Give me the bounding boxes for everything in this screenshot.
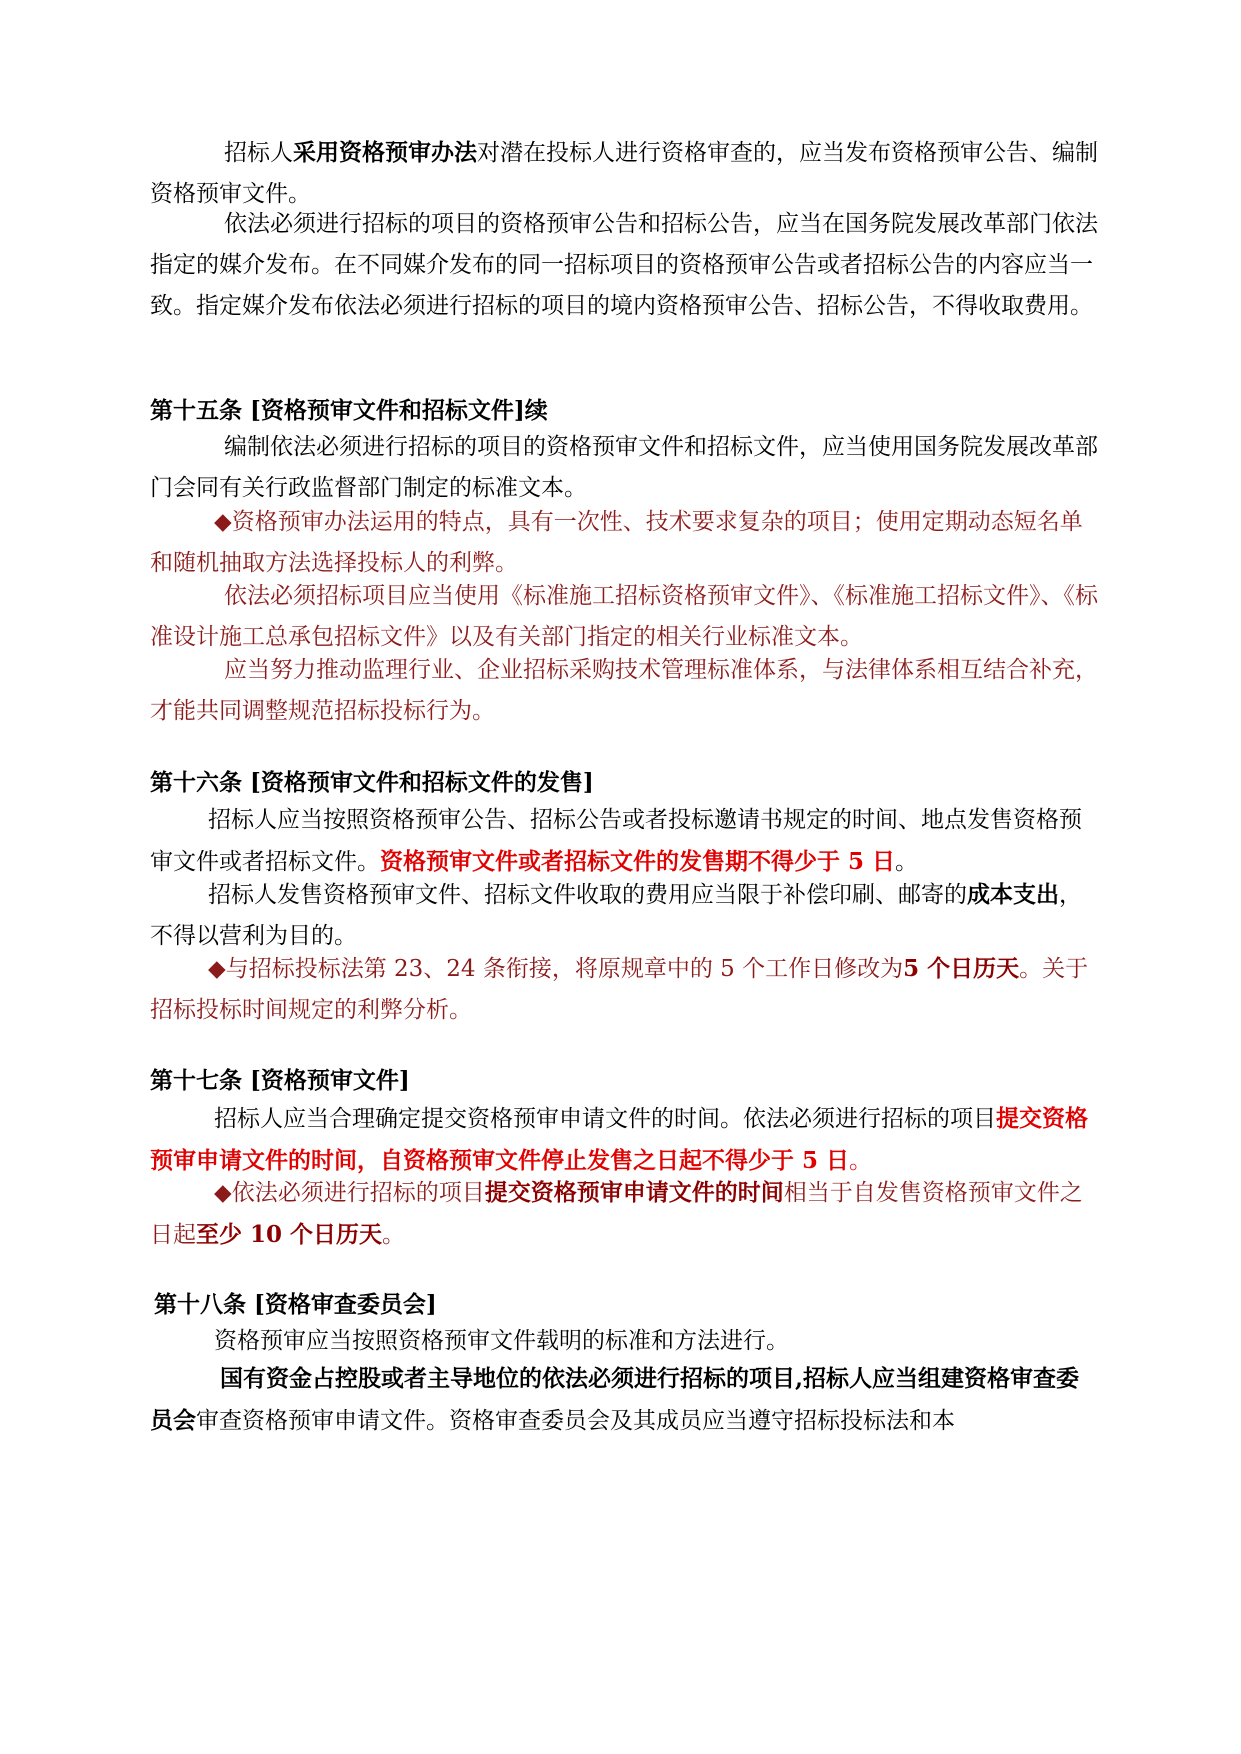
text-span: 。 (895, 849, 919, 875)
article-18-paragraph-1: 资格预审应当按照资格预审文件载明的标准和方法进行。 (214, 1328, 789, 1354)
text-span: 招标人应当合理确定提交资格预审申请文件的时间。依法必须进行招标的项目 (214, 1106, 996, 1132)
article-15-note-1: ◆资格预审办法运用的特点，具有一次性、技术要求复杂的项目；使用定期动态短名单和随机抽取方法选择投标人的利弊。 (150, 509, 1083, 576)
text-span: ◆依法必须进行招标的项目 (214, 1180, 485, 1206)
text-span: ◆与招标投标法第 23、24 条衔接，将原规章中的 5 个工作日修改为 (208, 956, 904, 982)
paragraph-announcement-media: 依法必须进行招标的项目的资格预审公告和招标公告，应当在国务院发展改革部门依法指定的媒介发布。在不同媒介发布的同一招标项目的资格预审公告或者招标公告的内容应当一致。指定媒介发布依法必须进行招标的项目的境内资格预审公告、招标公告，不得收取费用。 (150, 211, 1098, 319)
text-span: 。 (382, 1222, 406, 1248)
paragraph-prequalification-method (150, 132, 1100, 215)
text-span: 招标人 (224, 140, 293, 166)
bold-term: 国有资金占控股或者主导地位的依法必须进行招标的项目,招标人应当组建资格审查委员会 (150, 1365, 1080, 1434)
article-16-paragraph-2 (150, 874, 1100, 957)
article-15-heading: 第十五条 [资格预审文件和招标文件]续 (150, 397, 548, 424)
article-17-paragraph (150, 1098, 1100, 1182)
text-span: ，不得以营利为目的。 (150, 882, 1082, 949)
text-span: 。 (849, 1148, 873, 1174)
article-16-paragraph-1 (150, 800, 1100, 883)
bold-term: 提交资格预审申请文件的时间 (484, 1179, 784, 1206)
highlight-red: 提交资格预审申请文件的时间，自资格预审文件停止发售之日起不得少于 5 日 (150, 1105, 1088, 1174)
article-17-note (150, 1172, 1100, 1256)
article-15-paragraph: 编制依法必须进行招标的项目的资格预审文件和招标文件，应当使用国务院发展改革部门会同有关行政监督部门制定的标准文本。 (150, 434, 1098, 501)
text-span: 。关于招标投标时间规定的利弊分析。 (150, 956, 1089, 1023)
article-16-note (150, 948, 1100, 1031)
article-17-heading: 第十七条 [资格预审文件] (150, 1067, 410, 1094)
text-span: 招标人应当按照资格预审公告、招标公告或者投标邀请书规定的时间、地点发售资格预审文件或者招标文件。 (150, 807, 1082, 875)
article-16-heading: 第十六条 [资格预审文件和招标文件的发售] (150, 769, 594, 796)
article-18-paragraph-2 (150, 1358, 1100, 1442)
text-span: 对潜在投标人进行资格审查的，应当发布资格预审公告、编制资格预审文件。 (150, 140, 1098, 207)
article-15-note-2: 依法必须招标项目应当使用《标准施工招标资格预审文件》、《标准施工招标文件》、《标准设计施工总承包招标文件》以及有关部门指定的相关行业标准文本。 (150, 583, 1098, 650)
bold-term: 成本支出 (967, 881, 1059, 908)
text-span: 审查资格预审申请文件。资格审查委员会及其成员应当遵守招标投标法和本 (196, 1408, 955, 1434)
text-span: 相当于自发售资格预审文件之日起 (150, 1180, 1083, 1248)
article-15-note-3: 应当努力推动监理行业、企业招标采购技术管理标准体系，与法律体系相互结合补充，才能共同调整规范招标投标行为。 (150, 657, 1098, 724)
highlight-red: 资格预审文件或者招标文件的发售期不得少于 5 日 (380, 848, 896, 875)
bold-term: 至少 10 个日历天 (196, 1221, 383, 1248)
bold-term: 5 个日历天 (903, 955, 1020, 982)
article-18-heading: 第十八条 [资格审查委员会] (154, 1291, 437, 1318)
bold-term: 采用资格预审办法 (293, 139, 477, 166)
text-span: 招标人发售资格预审文件、招标文件收取的费用应当限于补偿印刷、邮寄的 (208, 882, 967, 908)
